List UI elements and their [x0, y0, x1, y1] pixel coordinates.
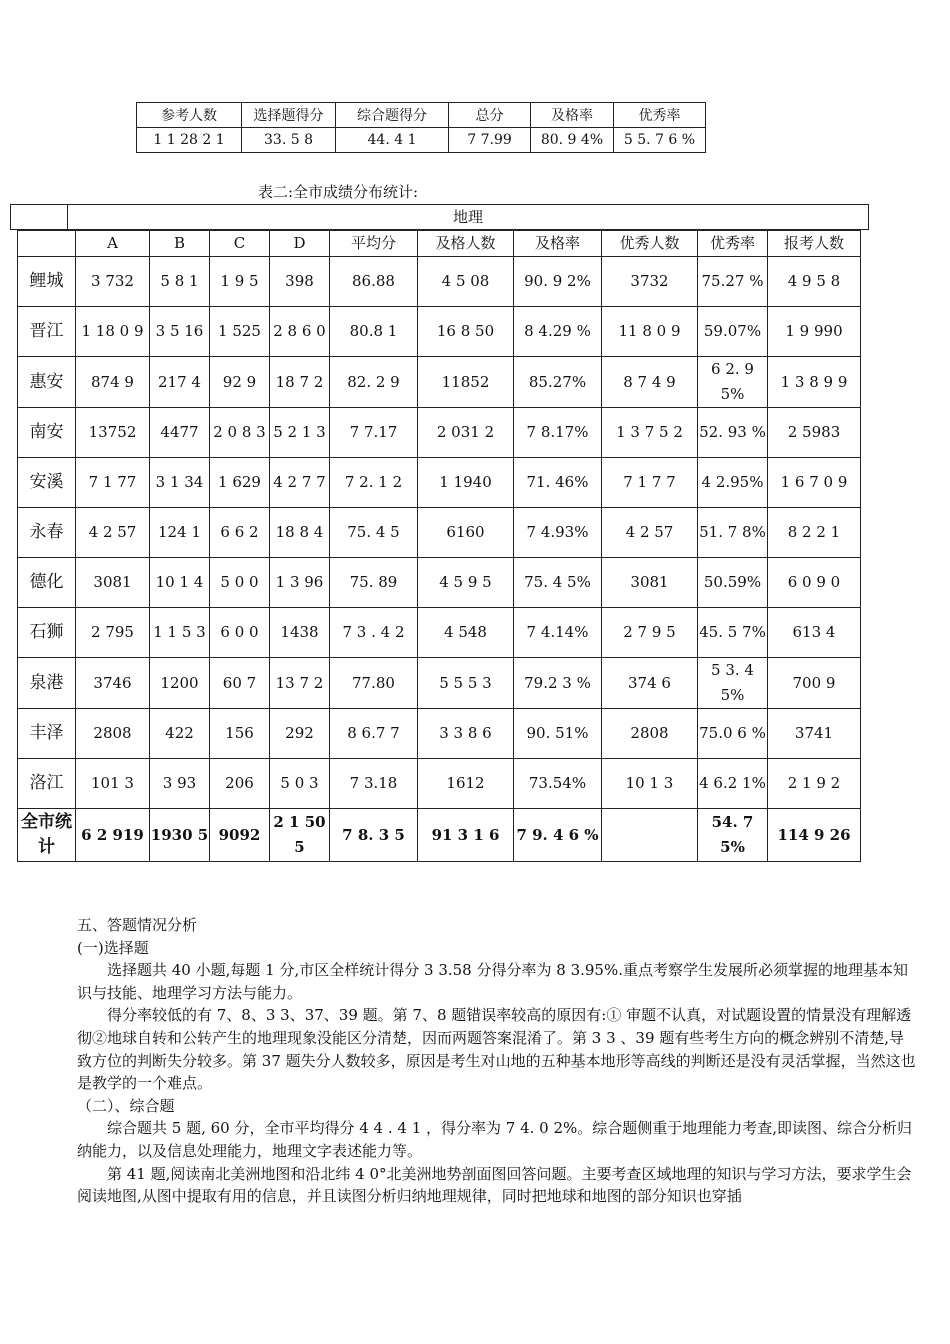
table-cell: 7 3.18 [330, 759, 418, 809]
table-cell: 52. 93 % [698, 408, 768, 458]
table-cell: 3741 [768, 709, 861, 759]
city-name: 安溪 [18, 458, 76, 508]
table-cell: 3 1 34 [150, 458, 210, 508]
city-name: 丰泽 [18, 709, 76, 759]
table-cell: 4 9 5 8 [768, 257, 861, 307]
table-cell: 85.27% [514, 357, 602, 408]
city-name: 鲤城 [18, 257, 76, 307]
table-cell: 7 7.17 [330, 408, 418, 458]
summary-value-row [137, 128, 706, 153]
table-cell: 217 4 [150, 357, 210, 408]
table-cell: 90. 9 2% [514, 257, 602, 307]
table-cell: 1438 [270, 608, 330, 658]
table-caption: 表二:全市成绩分布统计: [258, 183, 419, 201]
table-row [18, 658, 861, 709]
table-cell: 5 0 0 [210, 558, 270, 608]
total-cell: 1930 5 [150, 809, 210, 862]
summary-value-cell: 5 5. 7 6 % [614, 128, 706, 153]
table-cell: 79.2 3 % [514, 658, 602, 709]
table-cell: 8 6.7 7 [330, 709, 418, 759]
total-cell [602, 809, 698, 862]
table-cell: 11 8 0 9 [602, 307, 698, 357]
table-cell: 75. 4 5 [330, 508, 418, 558]
table-cell: 73.54% [514, 759, 602, 809]
table-cell: 2 1 9 2 [768, 759, 861, 809]
table-cell: 4 5 9 5 [418, 558, 514, 608]
city-name: 晋江 [18, 307, 76, 357]
table-cell: 1 629 [210, 458, 270, 508]
blank-corner-cell [11, 205, 68, 229]
total-cell: 2 1 505 [270, 809, 330, 862]
table-cell: 7 4.93% [514, 508, 602, 558]
table-cell: 3746 [76, 658, 150, 709]
table-cell: 50.59% [698, 558, 768, 608]
table-cell: 2 8 6 0 [270, 307, 330, 357]
table-cell: 1 9 5 [210, 257, 270, 307]
table-cell: 1 9 990 [768, 307, 861, 357]
total-label: 全市统计 [18, 809, 76, 862]
table-cell: 6 6 2 [210, 508, 270, 558]
table-cell: 82. 2 9 [330, 357, 418, 408]
paragraph: 综合题共 5 题, 60 分，全市平均得分 4 4 . 4 1 ，得分率为 7 4. 0 2%。综合题侧重于地理能力考查,即读图、综合分析归纳能力，以及信息处理能力，地理文字表述能力等。 [77, 1119, 913, 1160]
paragraph: 得分率较低的有 7、8、3 3、37、39 题。第 7、8 题错误率较高的原因有:① 审题不认真，对试题设置的情景没有理解透彻②地球自转和公转产生的地理现象没能区分清楚，因而两题答案混淆了。第 3 3 、39 题有些考生方向的概念辨别不清楚,导致方位的判断失分较多。第 37 题失分人数较多，原因是考生对山地的五种基本地形等高线的判断还是没有灵活掌握，当然这也是教学的一个难点。 [77, 1006, 916, 1093]
table-row [18, 458, 861, 508]
table-cell: 156 [210, 709, 270, 759]
city-name: 石狮 [18, 608, 76, 658]
table-cell: 11852 [418, 357, 514, 408]
table-cell: 422 [150, 709, 210, 759]
summary-header-cell: 总分 [449, 103, 531, 128]
table-cell: 700 9 [768, 658, 861, 709]
table-cell: 51. 7 8% [698, 508, 768, 558]
subsection-title: (一)选择题 [77, 938, 149, 957]
summary-header-row [137, 103, 706, 128]
table-cell: 4 548 [418, 608, 514, 658]
table-cell: 10 1 3 [602, 759, 698, 809]
table-cell: 8 2 2 1 [768, 508, 861, 558]
table-row [18, 257, 861, 307]
city-name: 惠安 [18, 357, 76, 408]
summary-value-cell: 1 1 28 2 1 [137, 128, 242, 153]
table-cell: 1612 [418, 759, 514, 809]
table-cell: 2 031 2 [418, 408, 514, 458]
summary-header-cell: 及格率 [531, 103, 614, 128]
table-cell: 4 2.95% [698, 458, 768, 508]
table-cell: 2808 [602, 709, 698, 759]
table-cell: 86.88 [330, 257, 418, 307]
table-cell: 3081 [602, 558, 698, 608]
table-cell: 7 3 . 4 2 [330, 608, 418, 658]
table-cell: 2 7 9 5 [602, 608, 698, 658]
summary-value-cell: 33. 5 8 [242, 128, 336, 153]
table-cell: 92 9 [210, 357, 270, 408]
table-cell: 8 4.29 % [514, 307, 602, 357]
distribution-table [17, 230, 861, 862]
column-header-row [18, 231, 861, 257]
table-cell: 1 3 96 [270, 558, 330, 608]
paragraph: 第 41 题,阅读南北美洲地图和沿北纬 4 0°北美洲地势剖面图回答问题。主要考查区域地理的知识与学习方法，要求学生会阅读地图,从图中提取有用的信息，并且读图分析归纳地理规律，同时把地球和地图的部分知识也穿插 [77, 1164, 912, 1206]
table-cell: 6160 [418, 508, 514, 558]
column-header: C [210, 231, 270, 257]
table-cell: 4 2 57 [602, 508, 698, 558]
table-cell: 1 1 5 3 [150, 608, 210, 658]
table-row [18, 759, 861, 809]
subsection-title: （二）、综合题 [77, 1096, 175, 1115]
total-cell: 7 9. 4 6 % [514, 809, 602, 862]
table-cell: 75. 89 [330, 558, 418, 608]
paragraph: 选择题共 40 小题,每题 1 分,市区全样统计得分 3 3.58 分得分率为 8 3.95%.重点考察学生发展所必须掌握的地理基本知识与技能、地理学习方法与能力。 [77, 961, 908, 1002]
table-cell: 6 2. 9 5% [698, 357, 768, 408]
total-cell: 6 2 919 [76, 809, 150, 862]
table-cell: 613 4 [768, 608, 861, 658]
total-cell: 54. 7 5% [698, 809, 768, 862]
city-name: 南安 [18, 408, 76, 458]
city-name: 洛江 [18, 759, 76, 809]
summary-header-cell: 优秀率 [614, 103, 706, 128]
column-header: A [76, 231, 150, 257]
table-cell: 13752 [76, 408, 150, 458]
table-row [18, 709, 861, 759]
column-header: 优秀率 [698, 231, 768, 257]
column-header: 报考人数 [768, 231, 861, 257]
city-name: 德化 [18, 558, 76, 608]
distribution-subject-band [10, 204, 869, 230]
table-cell: 75. 4 5% [514, 558, 602, 608]
city-name: 泉港 [18, 658, 76, 709]
total-cell: 7 8. 3 5 [330, 809, 418, 862]
table-cell: 292 [270, 709, 330, 759]
table-cell: 2 0 8 3 [210, 408, 270, 458]
table-row [18, 558, 861, 608]
total-cell: 9092 [210, 809, 270, 862]
table-cell: 75.0 6 % [698, 709, 768, 759]
column-header: D [270, 231, 330, 257]
table-cell: 45. 5 7% [698, 608, 768, 658]
city-name: 永春 [18, 508, 76, 558]
table-cell: 90. 51% [514, 709, 602, 759]
column-header: B [150, 231, 210, 257]
column-header: 优秀人数 [602, 231, 698, 257]
table-cell: 18 7 2 [270, 357, 330, 408]
table-cell: 2808 [76, 709, 150, 759]
table-cell: 60 7 [210, 658, 270, 709]
table-cell: 13 7 2 [270, 658, 330, 709]
table-cell: 10 1 4 [150, 558, 210, 608]
column-header: 及格率 [514, 231, 602, 257]
table-cell: 3 3 8 6 [418, 709, 514, 759]
summary-table [136, 102, 706, 153]
table-cell: 374 6 [602, 658, 698, 709]
table-cell: 5 3. 4 5% [698, 658, 768, 709]
table-cell: 3732 [602, 257, 698, 307]
table-cell: 71. 46% [514, 458, 602, 508]
table-cell: 8 7 4 9 [602, 357, 698, 408]
table-cell: 874 9 [76, 357, 150, 408]
table-cell: 7 2. 1 2 [330, 458, 418, 508]
table-cell: 3 93 [150, 759, 210, 809]
table-cell: 1200 [150, 658, 210, 709]
table-cell: 5 0 3 [270, 759, 330, 809]
table-cell: 2 795 [76, 608, 150, 658]
header-corner-cell [18, 231, 76, 257]
table-cell: 6 0 9 0 [768, 558, 861, 608]
table-cell: 75.27 % [698, 257, 768, 307]
table-row [18, 357, 861, 408]
total-cell: 114 9 26 [768, 809, 861, 862]
table-cell: 1 525 [210, 307, 270, 357]
table-cell: 3 5 16 [150, 307, 210, 357]
summary-header-cell: 综合题得分 [336, 103, 449, 128]
table-cell: 4477 [150, 408, 210, 458]
column-header: 平均分 [330, 231, 418, 257]
table-cell: 1 6 7 0 9 [768, 458, 861, 508]
table-cell: 124 1 [150, 508, 210, 558]
table-cell: 80.8 1 [330, 307, 418, 357]
table-cell: 1 1940 [418, 458, 514, 508]
table-row [18, 408, 861, 458]
total-cell: 91 3 1 6 [418, 809, 514, 862]
summary-value-cell: 44. 4 1 [336, 128, 449, 153]
table-row [18, 608, 861, 658]
table-row [18, 307, 861, 357]
table-cell: 5 8 1 [150, 257, 210, 307]
table-cell: 1 3 7 5 2 [602, 408, 698, 458]
table-row [18, 508, 861, 558]
table-cell: 5 5 5 3 [418, 658, 514, 709]
table-cell: 3 732 [76, 257, 150, 307]
table-cell: 6 0 0 [210, 608, 270, 658]
subject-title: 地理 [452, 208, 483, 226]
table-cell: 77.80 [330, 658, 418, 709]
summary-header-cell: 选择题得分 [242, 103, 336, 128]
table-cell: 18 8 4 [270, 508, 330, 558]
table-cell: 206 [210, 759, 270, 809]
column-header: 及格人数 [418, 231, 514, 257]
table-cell: 3081 [76, 558, 150, 608]
table-cell: 7 1 7 7 [602, 458, 698, 508]
table-cell: 398 [270, 257, 330, 307]
table-cell: 16 8 50 [418, 307, 514, 357]
table-cell: 4 2 57 [76, 508, 150, 558]
table-cell: 7 4.14% [514, 608, 602, 658]
total-row [18, 809, 861, 862]
analysis-section [77, 914, 919, 1208]
table-cell: 4 6.2 1% [698, 759, 768, 809]
table-cell: 101 3 [76, 759, 150, 809]
table-cell: 1 18 0 9 [76, 307, 150, 357]
summary-header-cell: 参考人数 [137, 103, 242, 128]
summary-value-cell: 7 7.99 [449, 128, 531, 153]
table-cell: 5 2 1 3 [270, 408, 330, 458]
table-cell: 4 5 08 [418, 257, 514, 307]
table-cell: 7 8.17% [514, 408, 602, 458]
summary-value-cell: 80. 9 4% [531, 128, 614, 153]
table-cell: 59.07% [698, 307, 768, 357]
table-cell: 1 3 8 9 9 [768, 357, 861, 408]
table-cell: 2 5983 [768, 408, 861, 458]
table-cell: 7 1 77 [76, 458, 150, 508]
section-title: 五、答题情况分析 [77, 916, 198, 934]
table-cell: 4 2 7 7 [270, 458, 330, 508]
